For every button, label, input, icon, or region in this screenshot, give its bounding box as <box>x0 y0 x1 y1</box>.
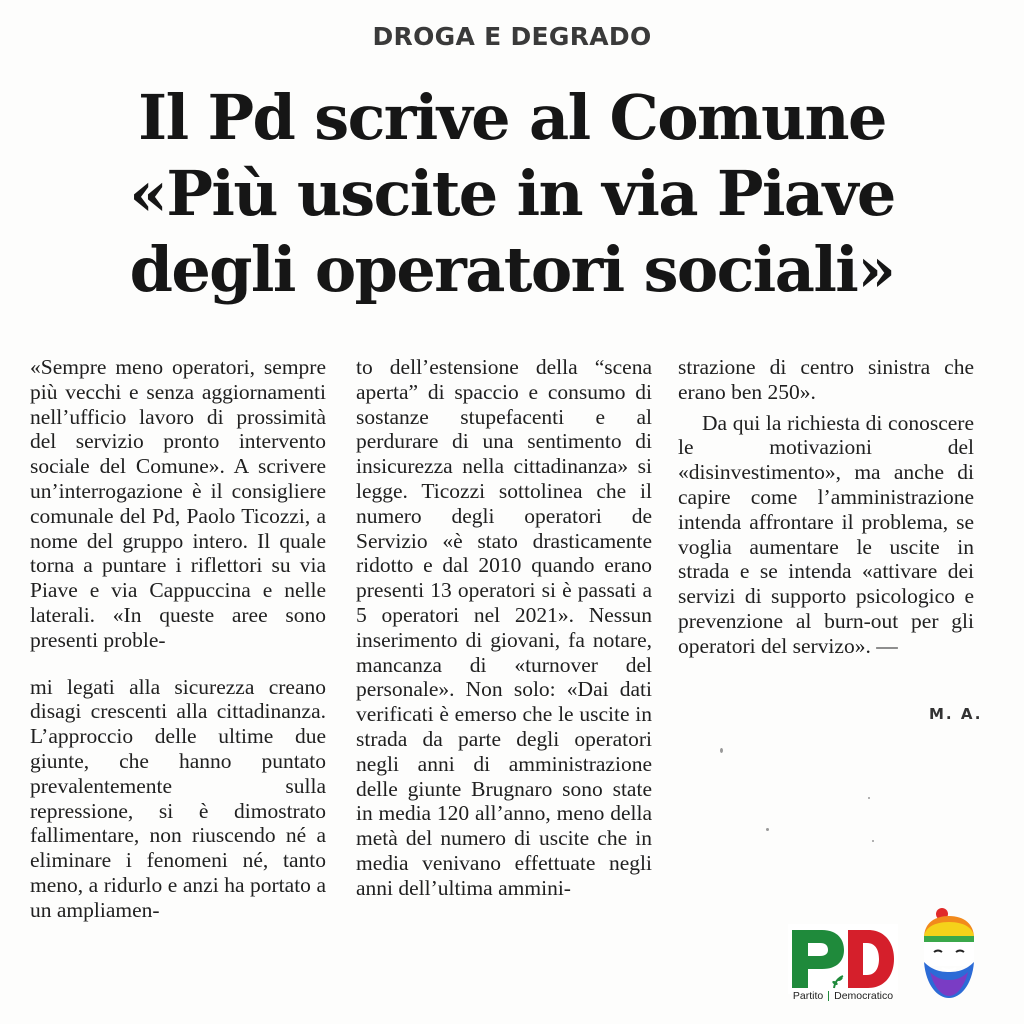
article-column-1 <box>30 355 326 923</box>
headline-line-1: Il Pd scrive al Comune <box>138 81 886 154</box>
pd-caption-right: Democratico <box>834 990 894 1002</box>
pd-logo-caption <box>788 990 898 1002</box>
column-3-paragraph-2: Da qui la richiesta di conoscere le motivazioni del «disinvestimento», ma anche di capire come l’amministrazione intenda affrontare il problema, se voglia aumentare le uscite in strada e se intenda «attivare dei servizi di supporto psicologico e prevenzione al burn-out per gli operatori del servizo». — <box>678 410 974 658</box>
author-signature: M. A. <box>929 705 983 723</box>
column-3-paragraph-1: strazione di centro sinistra che erano ben 250». <box>678 355 974 404</box>
column-2-paragraph-1: to dell’estensione della “scena aperta” di spaccio e consumo di sostanze stupefacenti e al perdurare di una sentimento di insicurezza nella cittadinanza» si legge. Ticozzi sottolinea che il numero degli operatori de Servizio «è stato drasticamente ridotto e dal 2010 quando erano presenti 13 operatori si è passati a 5 operatori nel 2021». Nessun inserimento di giovani, fa notare, mancanza di «turnover del personale». Non solo: «Dai dati verificati è emerso che le uscite in strada da parte degli operatori negli anni di amministrazione delle giunte Brugnaro sono state in media 120 all’anno, meno della metà del numero di uscite che in media venivano effettuate negli anni dell’ultima ammini- <box>356 355 652 900</box>
article-column-3 <box>678 355 974 659</box>
scan-speck <box>868 797 870 799</box>
pd-caption-left: Partito <box>792 990 824 1002</box>
article-column-2 <box>356 355 652 901</box>
smile-icon <box>942 968 956 970</box>
face-area <box>924 942 974 966</box>
headline-line-2: «Più uscite in via Piave <box>129 157 895 230</box>
headline-line-3: degli operatori sociali» <box>129 233 895 306</box>
section-kicker: DROGA E DEGRADO <box>372 22 652 51</box>
scan-speck <box>720 748 723 753</box>
rainbow-bearded-face-icon <box>918 906 980 1006</box>
scan-speck <box>766 828 769 831</box>
scan-speck <box>872 840 874 842</box>
caption-divider <box>828 991 829 1001</box>
headband-green <box>924 936 974 942</box>
column-1-paragraph-2: mi legati alla sicurezza creano disagi crescenti alla cittadinanza. L’approccio delle ultime due giunte, che hanno puntato prevalentemente sulla repressione, si è dimostrato fallimentare, non riuscendo né a eliminare i fenomeni né, tanto meno, a ridurlo e anzi ha portato a un ampliamen- <box>30 674 326 922</box>
headline <box>20 80 1004 308</box>
column-1-paragraph-1: «Sempre meno operatori, sempre più vecchi e senza aggiornamenti nell’ufficio lavoro di prossimità del servizio pronto intervento sociale del Comune». A scrivere un’interrogazione è il consigliere comunale del Pd, Paolo Ticozzi, a nome del gruppo intero. Il quale torna a puntare i riflettori su via Piave e via Cappuccina e nelle laterali. «In queste aree sono presenti proble- <box>30 355 326 652</box>
